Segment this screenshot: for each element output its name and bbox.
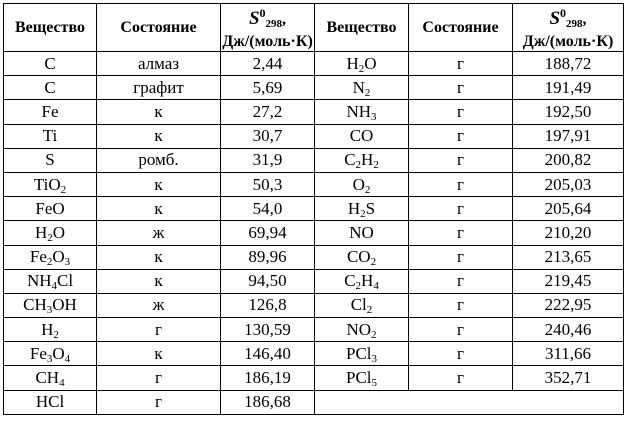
formula-text: O (364, 53, 377, 73)
formula-text: H (347, 198, 361, 218)
table-row (4, 52, 624, 76)
entropy-cell: 126,8 (221, 293, 315, 317)
substance-cell (4, 100, 97, 124)
formula-subscript: 4 (64, 352, 71, 365)
formula-text: OH (52, 295, 77, 315)
entropy-cell: 205,03 (513, 172, 624, 196)
state-cell: г (409, 318, 513, 342)
table-row (4, 293, 624, 317)
table-body (4, 52, 624, 415)
table-row (4, 390, 624, 414)
formula-text: C (44, 53, 56, 73)
formula-text: CO (346, 247, 371, 267)
formula-text: O (52, 247, 65, 267)
entropy-cell: 94,50 (221, 269, 315, 293)
formula-text: Fe (41, 101, 59, 121)
formula-text: NH (26, 271, 52, 291)
formula-subscript: 2 (366, 304, 373, 317)
state-cell: ж (97, 221, 221, 245)
entropy-cell: 5,69 (221, 76, 315, 100)
entropy-subscript: 298 (265, 18, 283, 30)
entropy-cell: 89,96 (221, 245, 315, 269)
state-cell: г (409, 269, 513, 293)
entropy-cell: 205,64 (513, 197, 624, 221)
formula-text: Ti (42, 126, 58, 146)
entropy-symbol: S (549, 8, 561, 29)
header-row (4, 4, 624, 52)
formula-subscript: 3 (371, 352, 378, 365)
header-entropy-right (513, 4, 624, 52)
formula-subscript: 4 (59, 377, 65, 390)
substance-cell (4, 172, 97, 196)
substance-cell (315, 76, 409, 100)
substance-cell (4, 76, 97, 100)
entropy-cell: 311,66 (513, 342, 624, 366)
state-cell: алмаз (97, 52, 221, 76)
state-cell: г (409, 342, 513, 366)
entropy-cell: 146,40 (221, 342, 315, 366)
formula-subscript: 4 (373, 280, 379, 293)
entropy-comma: , (282, 11, 287, 28)
substance-cell (4, 318, 97, 342)
entropy-cell: 50,3 (221, 172, 315, 196)
formula-text: NO (346, 319, 372, 339)
state-cell: к (97, 342, 221, 366)
substance-cell (315, 318, 409, 342)
formula-text: O (52, 222, 66, 242)
table-row (4, 148, 624, 172)
state-cell: г (409, 366, 513, 390)
formula-subscript: 3 (371, 110, 377, 123)
formula-text: O (352, 174, 365, 194)
entropy-cell: 69,94 (221, 221, 315, 245)
substance-cell (4, 342, 97, 366)
state-cell: к (97, 269, 221, 293)
formula-subscript: 2 (53, 328, 59, 341)
formula-subscript: 2 (364, 183, 371, 196)
table-row (4, 318, 624, 342)
formula-subscript: 2 (60, 183, 67, 196)
entropy-cell: 188,72 (513, 52, 624, 76)
formula-text: S (365, 198, 376, 218)
formula-text: H (361, 150, 374, 170)
formula-text: CH (23, 295, 47, 315)
formula-text: CO (349, 126, 374, 146)
formula-subscript: 2 (355, 280, 362, 293)
header-state-left: Состояние (97, 4, 221, 52)
state-cell: к (97, 124, 221, 148)
substance-cell (4, 124, 97, 148)
table-row (4, 172, 624, 196)
formula-text: Cl (57, 271, 74, 291)
state-cell: г (409, 76, 513, 100)
formula-text: O (52, 343, 65, 363)
entropy-subscript: 298 (566, 18, 583, 30)
state-cell: г (409, 52, 513, 76)
formula-text: NO (349, 222, 374, 242)
state-cell: к (97, 100, 221, 124)
state-cell: г (409, 124, 513, 148)
empty-cell (315, 390, 624, 414)
substance-cell (4, 148, 97, 172)
formula-text: Fe (29, 247, 47, 267)
formula-subscript: 3 (64, 256, 71, 269)
formula-text: PCl (345, 368, 372, 388)
state-cell: г (97, 366, 221, 390)
table-row (4, 221, 624, 245)
table-row (4, 342, 624, 366)
state-cell: к (97, 245, 221, 269)
formula-text: H (41, 319, 54, 339)
formula-text: H (346, 53, 359, 73)
state-cell: к (97, 172, 221, 196)
formula-text: H (361, 271, 374, 291)
formula-text: Fe (29, 343, 47, 363)
entropy-symbol: S (248, 8, 260, 29)
entropy-cell: 2,44 (221, 52, 315, 76)
substance-cell (315, 269, 409, 293)
formula-text: NH (346, 101, 372, 121)
entropy-cell: 192,50 (513, 100, 624, 124)
entropy-cell: 186,68 (221, 390, 315, 414)
state-cell: г (409, 221, 513, 245)
state-cell: г (409, 293, 513, 317)
table-row (4, 269, 624, 293)
entropy-cell: 27,2 (221, 100, 315, 124)
entropy-cell: 352,71 (513, 366, 624, 390)
state-cell: к (97, 197, 221, 221)
formula-subscript: 3 (46, 352, 53, 365)
formula-text: HCl (35, 392, 65, 412)
substance-cell (4, 269, 97, 293)
formula-text: CH (35, 368, 60, 388)
entropy-comma: , (582, 11, 587, 28)
entropy-units: Дж/(моль·К) (222, 33, 313, 50)
substance-cell (315, 124, 409, 148)
formula-text: Cl (350, 295, 367, 315)
substance-cell (4, 197, 97, 221)
header-substance-left: Вещество (4, 4, 97, 52)
substance-cell (315, 52, 409, 76)
substance-cell (4, 390, 97, 414)
formula-subscript: 2 (47, 231, 53, 244)
entropy-superscript: 0 (259, 6, 266, 20)
substance-cell (315, 245, 409, 269)
state-cell: г (409, 197, 513, 221)
state-cell: г (97, 390, 221, 414)
entropy-cell: 210,20 (513, 221, 624, 245)
formula-subscript: 2 (360, 207, 366, 220)
substance-cell (315, 172, 409, 196)
substance-cell (315, 221, 409, 245)
entropy-cell: 222,95 (513, 293, 624, 317)
substance-cell (315, 366, 409, 390)
substance-cell (4, 221, 97, 245)
formula-subscript: 2 (355, 159, 362, 172)
formula-text: S (45, 150, 55, 170)
formula-subscript: 5 (371, 377, 378, 390)
entropy-cell: 31,9 (221, 148, 315, 172)
formula-text: N (352, 77, 365, 97)
formula-text: H (34, 222, 48, 242)
state-cell: г (409, 148, 513, 172)
formula-subscript: 2 (370, 256, 377, 269)
state-cell: г (409, 245, 513, 269)
formula-text: TiO (33, 174, 61, 194)
entropy-cell: 197,91 (513, 124, 624, 148)
substance-cell (315, 293, 409, 317)
substance-cell (315, 197, 409, 221)
state-cell: г (409, 100, 513, 124)
state-cell: г (97, 318, 221, 342)
entropy-cell: 240,46 (513, 318, 624, 342)
substance-cell (4, 245, 97, 269)
header-state-right: Состояние (409, 4, 513, 52)
entropy-cell: 186,19 (221, 366, 315, 390)
entropy-cell: 200,82 (513, 148, 624, 172)
state-cell: ж (97, 293, 221, 317)
substance-cell (315, 148, 409, 172)
header-substance-right: Вещество (315, 4, 409, 52)
formula-text: C (344, 150, 356, 170)
table-row (4, 124, 624, 148)
state-cell: графит (97, 76, 221, 100)
formula-subscript: 2 (358, 62, 365, 75)
state-cell: ромб. (97, 148, 221, 172)
formula-subscript: 2 (371, 328, 377, 341)
table-row (4, 197, 624, 221)
entropy-cell: 213,65 (513, 245, 624, 269)
entropy-superscript: 0 (560, 6, 567, 20)
entropy-table (3, 3, 624, 415)
header-entropy-left (221, 4, 315, 52)
entropy-cell: 130,59 (221, 318, 315, 342)
formula-text: FeO (35, 198, 65, 218)
substance-cell (4, 293, 97, 317)
entropy-cell: 191,49 (513, 76, 624, 100)
state-cell: г (409, 172, 513, 196)
table-row (4, 366, 624, 390)
entropy-units: Дж/(моль·К) (522, 33, 614, 50)
substance-cell (4, 52, 97, 76)
formula-subscript: 2 (46, 256, 53, 269)
formula-subscript: 3 (46, 304, 53, 317)
formula-text: C (344, 271, 356, 291)
substance-cell (315, 342, 409, 366)
entropy-cell: 219,45 (513, 269, 624, 293)
substance-cell (4, 366, 97, 390)
entropy-cell: 30,7 (221, 124, 315, 148)
substance-cell (315, 100, 409, 124)
formula-subscript: 2 (364, 86, 371, 99)
formula-subscript: 2 (373, 159, 379, 172)
table-row (4, 100, 624, 124)
formula-subscript: 4 (51, 280, 57, 293)
table-row (4, 245, 624, 269)
entropy-cell: 54,0 (221, 197, 315, 221)
formula-text: PCl (345, 343, 372, 363)
formula-text: C (44, 77, 56, 97)
table-row (4, 76, 624, 100)
